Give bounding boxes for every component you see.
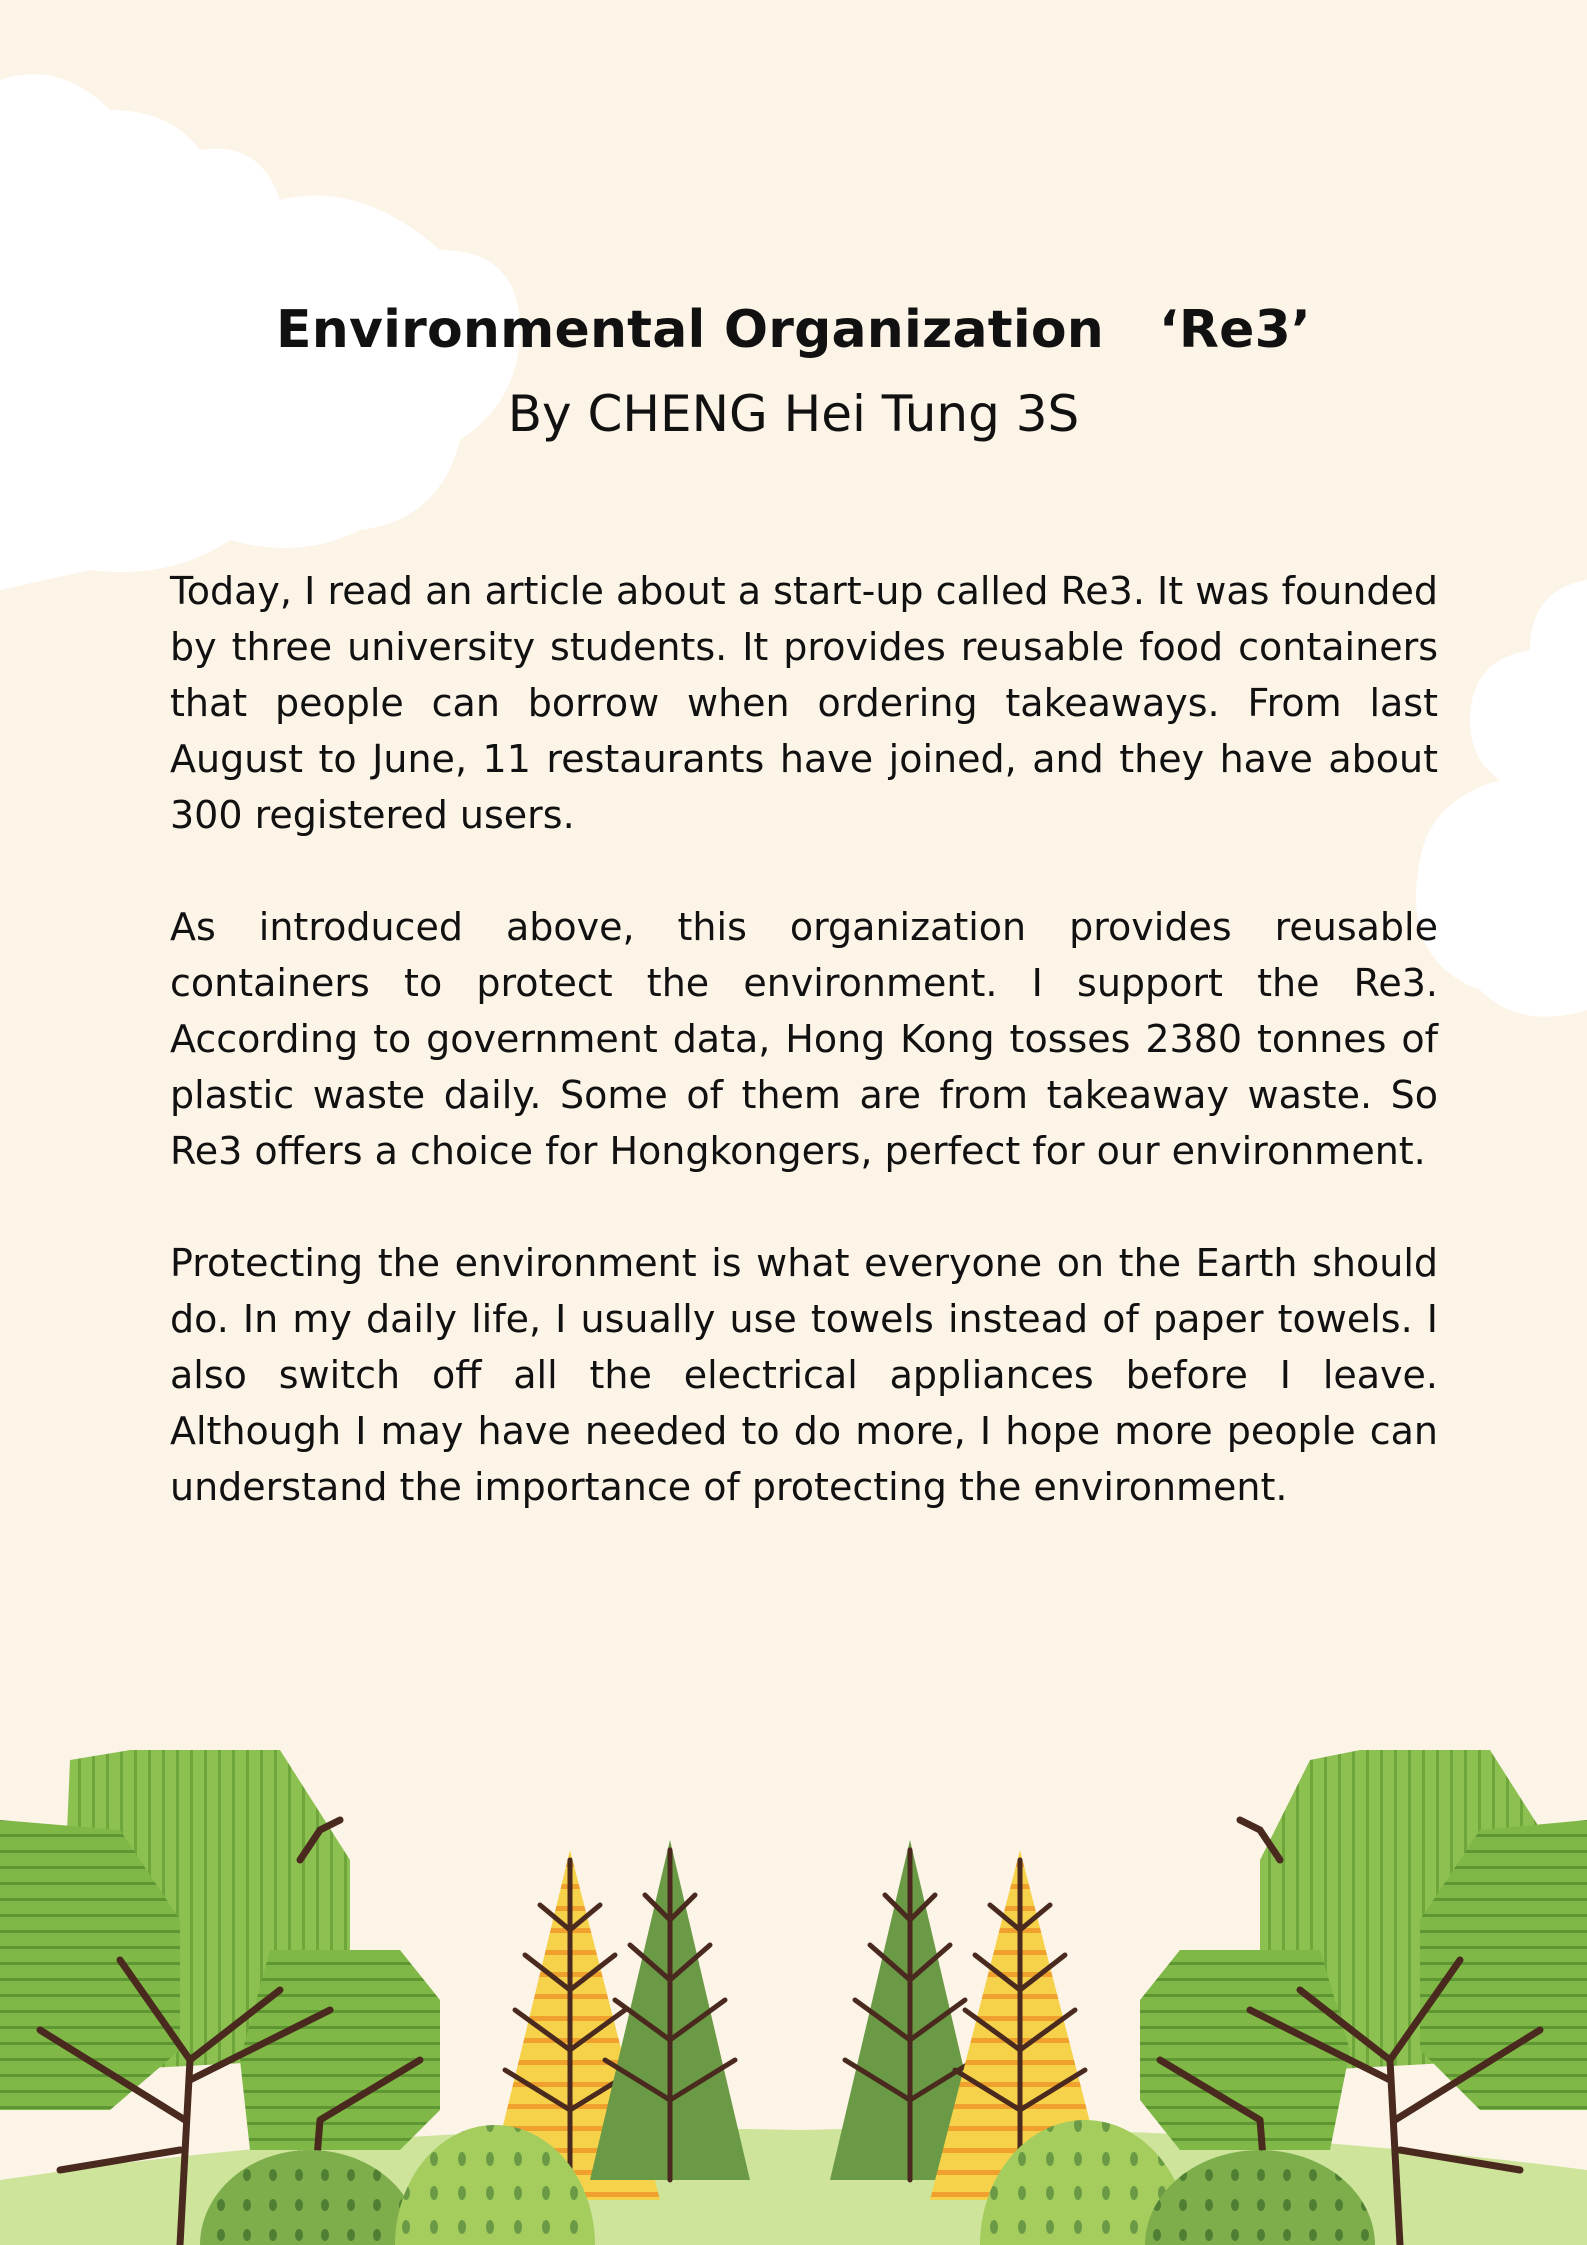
author-byline: By CHENG Hei Tung 3S xyxy=(507,385,1080,443)
pine-tree-icon xyxy=(590,1840,750,2180)
paragraph: As introduced above, this organization provides reusable containers to protect the environment. I support the Re3. According to government data, Hong Kong tosses 2380 tonnes of plastic waste daily. Some of them are from takeaway waste. So Re3 offers a choice for Hongkongers, perfect for our environment. xyxy=(170,905,1438,1173)
paragraph: Protecting the environment is what everyone on the Earth should do. In my daily life, I usually use towels instead of paper towels. I also switch off all the electrical appliances before I leave. Although I may have needed to do more, I hope more people can understand the importance of protecting the environment. xyxy=(170,1241,1438,1509)
paragraph: Today, I read an article about a start-up called Re3. It was founded by three university students. It provides reusable food containers that people can borrow when ordering takeaways. From last August to June, 11 restaurants have joined, and they have about 300 registered users. xyxy=(170,569,1438,837)
cloud-icon xyxy=(1416,580,1587,1017)
page-title: Environmental Organization ‘Re3’ xyxy=(276,300,1311,360)
article-body xyxy=(170,563,1438,1571)
